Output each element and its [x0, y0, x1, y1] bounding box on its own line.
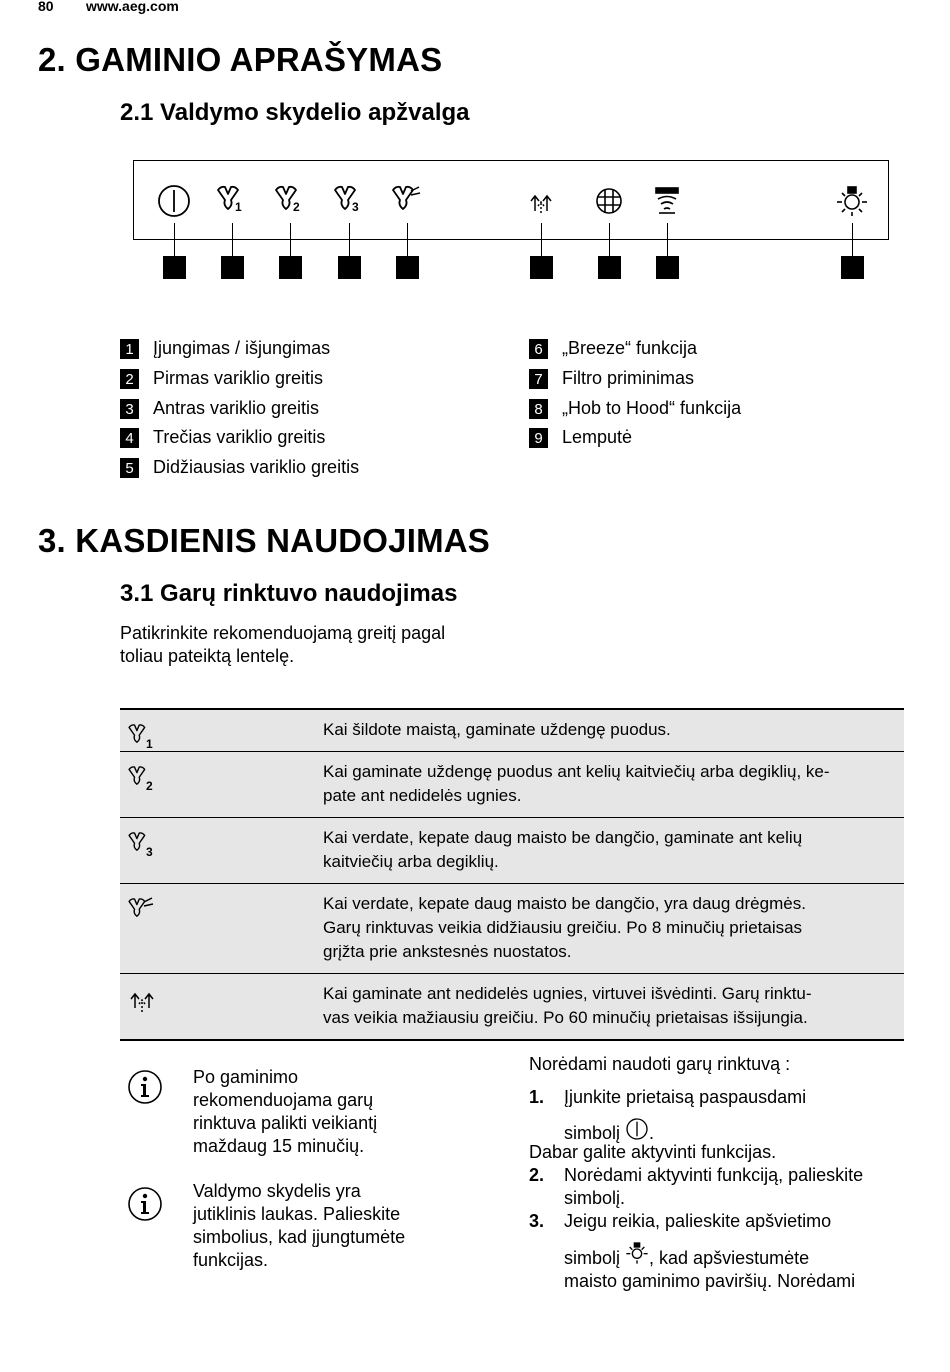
legend-number: 4 — [120, 428, 139, 448]
fan-speed-3-icon — [331, 183, 367, 219]
fan-speed-1-icon — [214, 183, 250, 219]
step-1-note: Dabar galite aktyvinti funkcijas. — [529, 1142, 777, 1162]
legend-label: Trečias variklio greitis — [153, 427, 326, 447]
legend-number: 2 — [120, 369, 139, 389]
table-row — [120, 751, 904, 817]
callout-marker — [221, 256, 244, 279]
step-text: maisto gaminimo paviršių. Norėdami — [564, 1271, 856, 1291]
step-text: Įjunkite prietaisą paspausdami — [564, 1087, 807, 1107]
info-note — [193, 1066, 453, 1158]
legend-label: Didžiausias variklio greitis — [153, 457, 360, 477]
step-text: Jeigu reikia, palieskite apšvietimo — [564, 1211, 832, 1231]
step-1 — [564, 1086, 914, 1145]
fan-speed-3-icon — [126, 830, 162, 858]
legend-item — [529, 396, 741, 420]
fan-boost-icon — [126, 896, 162, 924]
table-row — [120, 883, 904, 973]
svg-text:2: 2 — [146, 779, 153, 792]
callout-line — [407, 223, 408, 259]
table-cell-text: Kai verdate, kepate daug maisto be dangčio, gaminate ant kelių — [323, 828, 803, 847]
legend-item — [529, 336, 697, 360]
page-number: 80 — [38, 0, 54, 14]
legend-label: Įjungimas / išjungimas — [153, 338, 331, 358]
callout-marker — [530, 256, 553, 279]
fan-speed-2-icon — [272, 183, 308, 219]
step-text: Norėdami aktyvinti funkciją, palieskite — [564, 1165, 864, 1185]
legend-item — [120, 336, 330, 360]
svg-text:1: 1 — [146, 737, 153, 750]
callout-marker — [841, 256, 864, 279]
header-url: www.aeg.com — [86, 0, 179, 14]
info-line: funkcijas. — [193, 1250, 269, 1270]
legend-number: 1 — [120, 339, 139, 359]
intro-paragraph — [120, 622, 445, 668]
callout-line — [667, 223, 668, 259]
callout-marker — [338, 256, 361, 279]
fan-speed-2-icon — [126, 764, 162, 792]
section-3-1-subtitle: 3.1 Garų rinktuvo naudojimas — [120, 580, 458, 607]
table-row — [120, 817, 904, 883]
legend-number: 9 — [529, 428, 548, 448]
intro-line: toliau pateiktą lentelę. — [120, 646, 295, 666]
callout-marker — [598, 256, 621, 279]
callout-line — [609, 223, 610, 259]
table-cell-text: Kai gaminate uždengę puodus ant kelių kaitviečių arba degiklių, ke- — [323, 762, 830, 781]
legend-item — [529, 425, 632, 449]
info-line: Valdymo skydelis yra — [193, 1181, 361, 1201]
legend-number: 8 — [529, 399, 548, 419]
callout-line — [174, 223, 175, 259]
fan-boost-icon — [389, 183, 425, 219]
table-cell-text: vas veikia mažiausiu greičiu. Po 60 minučių prietaisas išsijungia. — [323, 1008, 808, 1027]
callout-marker — [163, 256, 186, 279]
info-line: maždaug 15 minučių. — [193, 1136, 365, 1156]
table-cell-text: Kai šildote maistą, gaminate uždengę puodus. — [323, 720, 671, 739]
table-cell-text: grįžta prie ankstesnės nuostatos. — [323, 942, 572, 961]
legend-item — [120, 366, 323, 390]
step-number: 3. — [529, 1211, 545, 1231]
legend-label: Pirmas variklio greitis — [153, 368, 324, 388]
table-cell-text: Garų rinktuvas veikia didžiausiu greičiu. Po 8 minučių prietaisas — [323, 918, 803, 937]
callout-line — [290, 223, 291, 259]
svg-text:3: 3 — [146, 845, 153, 858]
callout-line — [541, 223, 542, 259]
legend-item — [120, 425, 325, 449]
hob-to-hood-icon — [649, 183, 685, 219]
legend-label: „Breeze“ funkcija — [562, 338, 698, 358]
breeze-icon — [126, 986, 162, 1014]
step-text: , kad apšviestumėte — [649, 1248, 810, 1268]
step-number: 2. — [529, 1165, 545, 1185]
table-cell-text: Kai gaminate ant nedidelės ugnies, virtuvei išvėdinti. Garų rinktu- — [323, 984, 812, 1003]
light-icon — [834, 183, 870, 219]
svg-text:2: 2 — [293, 200, 300, 214]
info-note — [193, 1180, 453, 1272]
info-line: rekomenduojama garų — [193, 1090, 374, 1110]
callout-line — [232, 223, 233, 259]
section-3-title: 3. KASDIENIS NAUDOJIMAS — [38, 522, 491, 559]
info-icon — [127, 1186, 163, 1222]
speed-table — [120, 708, 904, 1041]
fan-speed-1-icon — [126, 722, 162, 750]
info-line: Po gaminimo — [193, 1067, 299, 1087]
callout-marker — [656, 256, 679, 279]
legend-number: 3 — [120, 399, 139, 419]
info-line: simbolius, kad įjungtumėte — [193, 1227, 406, 1247]
legend-number: 6 — [529, 339, 548, 359]
light-icon — [625, 1241, 649, 1265]
intro-line: Patikrinkite rekomenduojamą greitį pagal — [120, 623, 446, 643]
legend-item — [120, 455, 359, 479]
info-line: jutiklinis laukas. Palieskite — [193, 1204, 401, 1224]
section-2-1-subtitle: 2.1 Valdymo skydelio apžvalga — [120, 99, 470, 126]
svg-text:1: 1 — [235, 200, 242, 214]
table-row — [120, 710, 904, 751]
info-icon — [127, 1069, 163, 1105]
step-3 — [564, 1210, 914, 1293]
legend-number: 7 — [529, 369, 548, 389]
breeze-icon — [523, 183, 559, 219]
power-icon — [625, 1117, 649, 1141]
legend-number: 5 — [120, 458, 139, 478]
table-cell-text: kaitviečių arba degiklių. — [323, 852, 499, 871]
callout-line — [852, 223, 853, 259]
step-text: . — [649, 1123, 655, 1143]
callout-marker — [396, 256, 419, 279]
info-line: rinktuva palikti veikiantį — [193, 1113, 378, 1133]
step-text: simbolį. — [564, 1188, 626, 1208]
svg-text:3: 3 — [352, 200, 359, 214]
step-2 — [564, 1164, 914, 1210]
steps-intro: Norėdami naudoti garų rinktuvą : — [529, 1054, 791, 1074]
table-cell-text: Kai verdate, kepate daug maisto be dangčio, yra daug drėgmės. — [323, 894, 806, 913]
legend-label: Antras variklio greitis — [153, 398, 320, 418]
legend-item — [529, 366, 694, 390]
step-number: 1. — [529, 1087, 545, 1107]
legend-label: Filtro priminimas — [562, 368, 695, 388]
callout-marker — [279, 256, 302, 279]
step-text: simbolį — [564, 1123, 621, 1143]
callout-line — [349, 223, 350, 259]
table-row — [120, 973, 904, 1039]
power-icon — [156, 183, 192, 219]
step-text: simbolį — [564, 1248, 621, 1268]
filter-icon — [591, 183, 627, 219]
table-cell-text: pate ant nedidelės ugnies. — [323, 786, 522, 805]
legend-label: Lemputė — [562, 427, 633, 447]
legend-item — [120, 396, 319, 420]
legend-label: „Hob to Hood“ funkcija — [562, 398, 742, 418]
section-2-title: 2. GAMINIO APRAŠYMAS — [38, 41, 443, 78]
